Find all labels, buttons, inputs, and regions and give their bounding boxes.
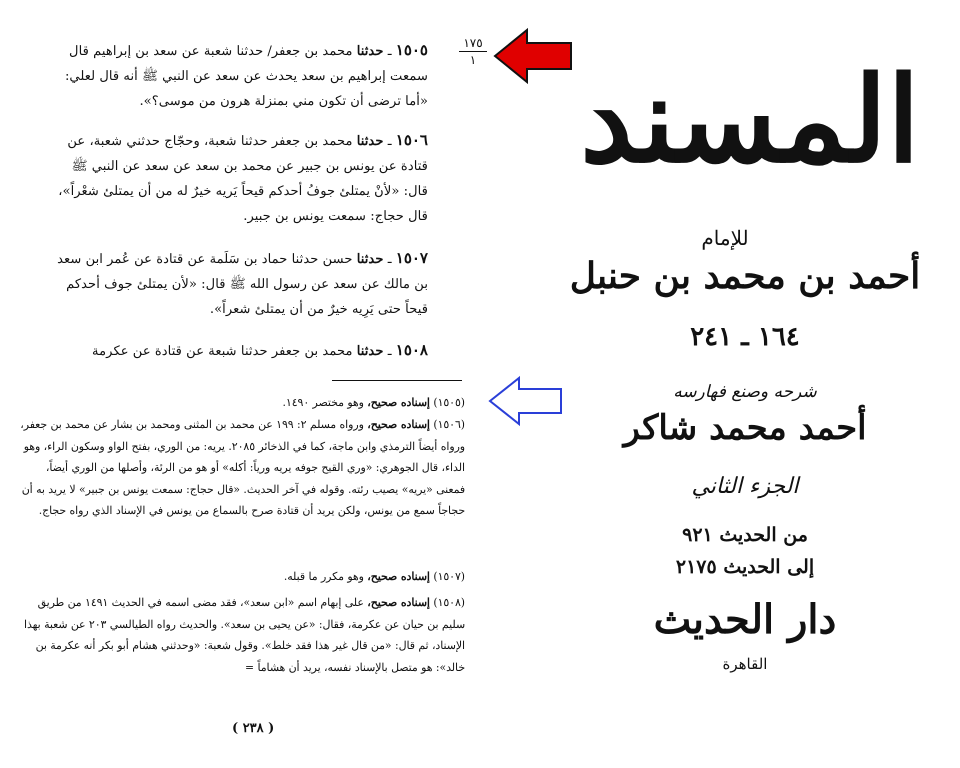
footnote-text: وهو مكرر ما قبله. (283, 570, 364, 583)
title-page (560, 0, 960, 768)
page-marker-top: ١٧٥ (463, 36, 483, 50)
hadith-lead: حدثنا (356, 252, 384, 267)
footnote-1508 (20, 592, 465, 678)
hadith-lead: حدثنا (356, 44, 384, 59)
hadith-1505: ١٥٠٥ ـ حدثنا محمد بن جعفر/ حدثنا شعبة عن سعد بن إبراهيم قال سمعت إبراهيم بن سعد يحدث عن سعد عن النبي ﷺ أنه قال لعلي: «أما ترضى أن تكون مني بمنزلة هرون من موسى؟». (64, 41, 428, 109)
footnote-text: وهو مختصر ١٤٩٠. (282, 396, 364, 409)
book-title: المسند (580, 50, 920, 189)
footnote-verdict: إسناده صحيح، (367, 396, 430, 409)
publisher-city: القاهرة (722, 655, 768, 673)
footnote-verdict: إسناده صحيح، (367, 418, 430, 431)
blue-arrow-icon (487, 375, 565, 427)
hadith-range-from: من الحديث ٩٢١ (682, 524, 808, 546)
footnote-ref: (١٥٠٦) (433, 418, 465, 431)
page-number: ( ٢٣٨ ) (232, 721, 275, 736)
for-imam-label: للإمام (701, 226, 749, 250)
author-name: أحمد بن محمد بن حنبل (569, 255, 921, 297)
footnote-1506 (20, 414, 465, 522)
editor-role: شرحه وصنع فهارسه (673, 382, 817, 402)
editor-name: أحمد محمد شاكر (623, 408, 867, 448)
footnote-ref: (١٥٠٧) (433, 570, 465, 583)
footnote-text: ورواه مسلم ٢: ١٩٩ عن محمد بن المثنى ومحمد بن بشار عن محمد بن جعفر، ورواه أيضاً الترمذي وابن ماجة، كما في الذخائر ٢٠٨٥. يريه: من الوري، بفتح الواو وسكون الراء، وهو الداء، قال الجوهري: «وري القيح جوفه يريه ورياً: أكله» أو هو من الرئة، وأصلها من الوري أيضاً، فمعنى «يريه» يصيب رئته. وقوله في آخر الحديث. «قال حجاج: سمعت يونس بن جبير» لا يريد به أن حجاجاً سمع من يونس، ولكن يريد أن قتادة صرح بالسماع من يونس في الإسناد الذي رواه حجاج. (20, 418, 465, 517)
footnote-text: على إبهام اسم «ابن سعد»، فقد مضى اسمه في الحديث ١٤٩١ من طريق سليم بن حيان عن عكرمة، فقال: «عن يحيى بن سعد». والحديث رواه الطيالسي ٢٠٣ عن شعبة بهذا الإسناد، ثم قال: «من قال غير هذا فقد خلط». وقول شعبة: «وحدثني هشام أبو بكر أنه عكرمة بن خالد»: هو متصل بالإسناد نفسه، يريد أن هشاماً = (24, 596, 465, 674)
footnote-divider (332, 380, 462, 381)
hadith-1507: ١٥٠٧ ـ حدثنا حسن حدثنا حماد بن سَلَمة عن قتادة عن عُمر ابن سعد بن مالك عن سعد عن رسول الله ﷺ قال: «لأن يمتلئ جوف أحدكم قيحاً حتى يَرِيه خيرٌ من أن يمتلئ شعراً». (57, 249, 428, 317)
footnote-verdict: إسناده صحيح، (367, 596, 430, 609)
hadith-text: محمد بن جعفر حدثنا شبعة عن قتادة عن عكرمة (92, 344, 353, 359)
footnote-verdict: إسناده صحيح، (367, 570, 430, 583)
page-marker (455, 36, 491, 67)
hadith-number: ١٥٠٨ (395, 341, 428, 359)
page-marker-divider (459, 51, 487, 52)
hadith-lead: حدثنا (356, 344, 384, 359)
footnote-1505 (20, 392, 465, 414)
hadith-number: ١٥٠٧ (395, 249, 428, 267)
hadith-1506: ١٥٠٦ ـ حدثنا محمد بن جعفر حدثنا شعبة، وحجّاج حدثني شعبة، عن قتادة عن يونس بن جبير عن محمد بن سعد عن سعد عن النبي ﷺ قال: «لأنْ يمتلئ جوفُ أحدكم قيحاً يَريه خيرٌ له من أن يمتلئ شعْراً»، قال حجاج: سمعت يونس بن جبير. (58, 131, 428, 224)
page-marker-bottom: ١ (469, 53, 477, 67)
hadith-1508: ١٥٠٨ ـ حدثنا محمد بن جعفر حدثنا شبعة عن قتادة عن عكرمة (92, 341, 428, 359)
author-years: ١٦٤ ـ ٢٤١ (690, 322, 800, 352)
footnote-ref: (١٥٠٨) (433, 596, 465, 609)
footnote-ref: (١٥٠٥) (433, 396, 465, 409)
hadith-lead: حدثنا (356, 134, 384, 149)
publisher-name: دار الحديث (653, 596, 837, 643)
footnote-1507 (20, 566, 465, 588)
volume-label: الجزء الثاني (691, 474, 799, 499)
hadith-number: ١٥٠٥ (395, 41, 428, 59)
hadith-text: محمد بن جعفر/ حدثنا شعبة عن سعد بن إبراهيم قال سمعت إبراهيم بن سعد يحدث عن سعد عن النبي ﷺ أنه قال لعلي: «أما ترضى أن تكون مني بمنزلة هرون من موسى؟». (64, 44, 428, 109)
hadith-text: حسن حدثنا حماد بن سَلَمة عن قتادة عن عُمر ابن سعد بن مالك عن سعد عن رسول الله ﷺ قال: «لأن يمتلئ جوف أحدكم قيحاً حتى يَرِيه خيرٌ من أن يمتلئ شعراً». (57, 252, 428, 317)
hadith-text: محمد بن جعفر حدثنا شعبة، وحجّاج حدثني شعبة، عن قتادة عن يونس بن جبير عن محمد بن سعد عن سعد عن النبي ﷺ قال: «لأنْ يمتلئ جوفُ أحدكم قيحاً يَريه خيرٌ له من أن يمتلئ شعْراً»، قال حجاج: سمعت يونس بن جبير. (58, 134, 428, 224)
hadith-number: ١٥٠٦ (395, 131, 428, 149)
hadith-range-to: إلى الحديث ٢١٧٥ (675, 556, 815, 578)
